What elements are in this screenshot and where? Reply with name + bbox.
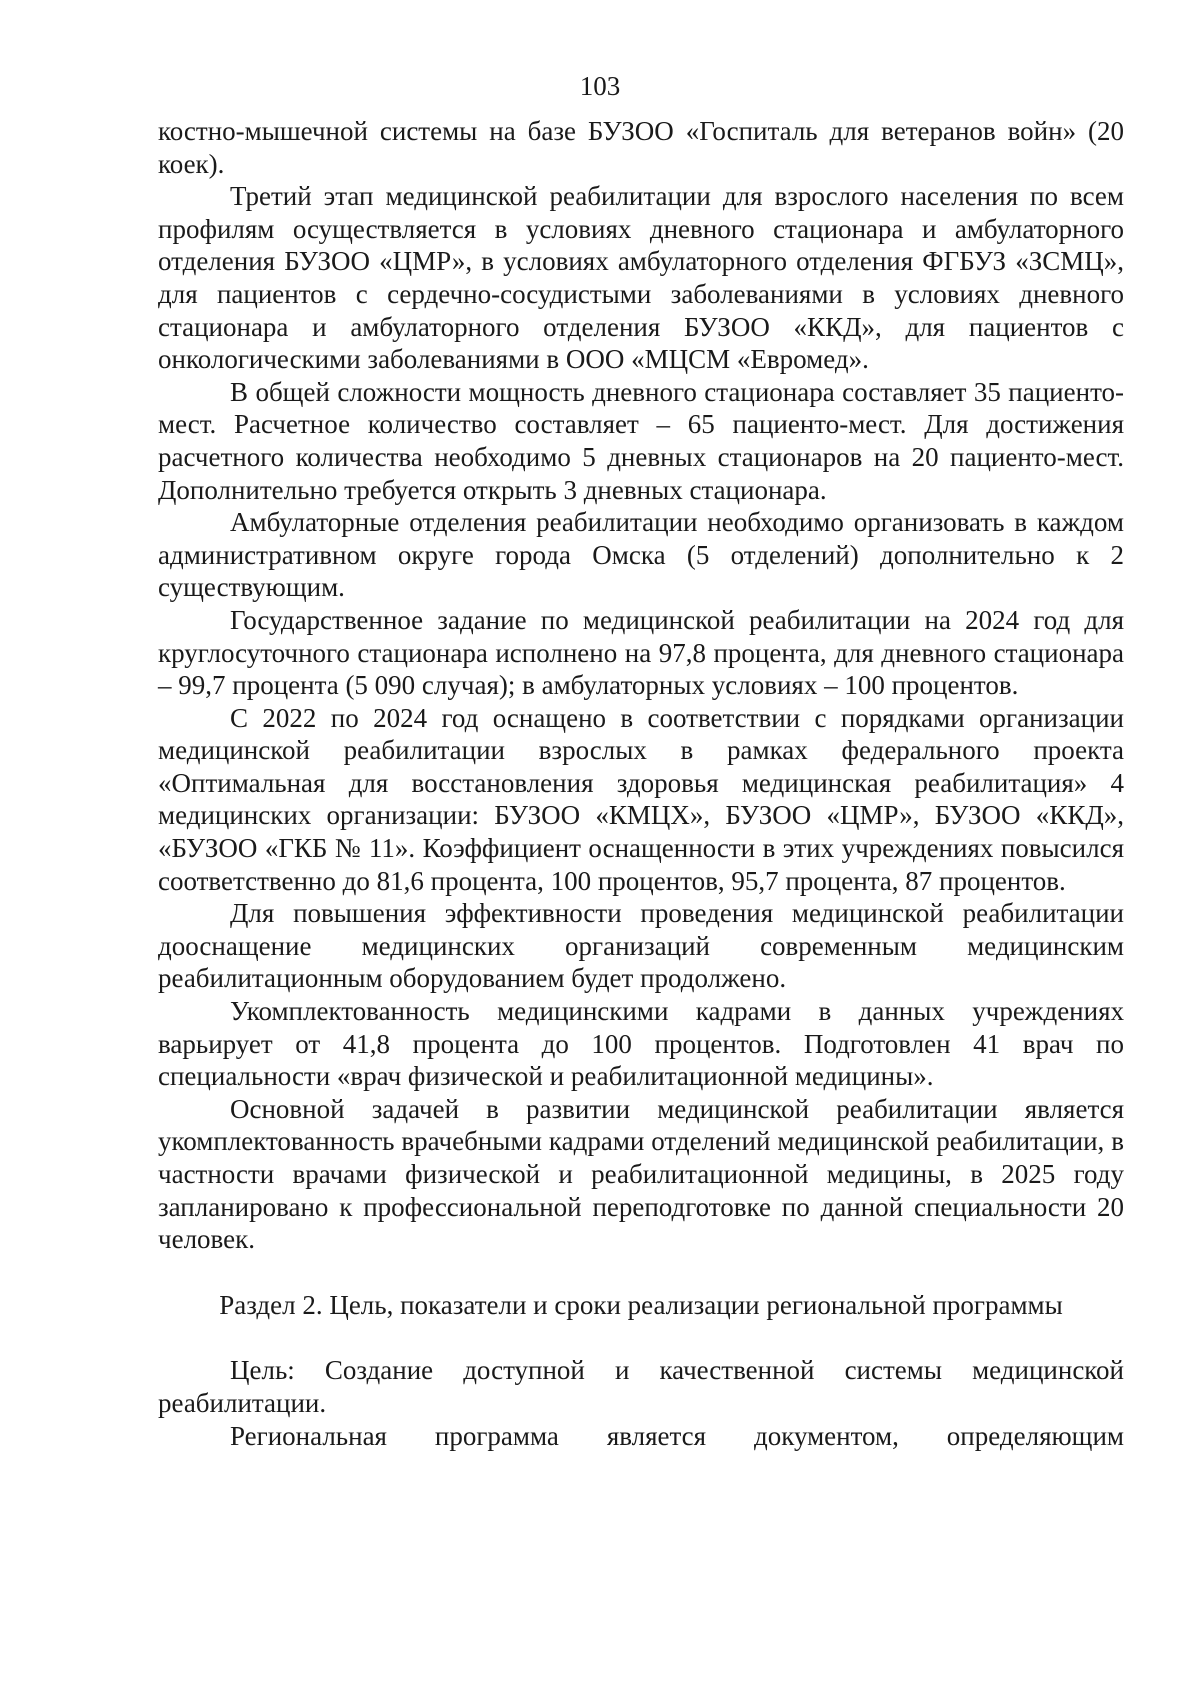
paragraph-third-stage: Третий этап медицинской реабилитации для взрослого населения по всем профилям осуществляется в условиях дневного стационара и амбулаторного отделения БУЗОО «ЦМР», в условиях амбулаторного отделения ФГБУЗ «ЗСМЦ», для пациентов с сердечно-сосудистыми заболеваниями в условиях дневного стационара и амбулаторного отделения БУЗОО «ККД», для пациентов с онкологическими заболеваниями в ООО «МЦСМ «Евромед». <box>158 181 1124 375</box>
section-heading: Раздел 2. Цель, показатели и сроки реализации региональной программы <box>219 1289 1063 1320</box>
paragraph-equipment-2022-2024: С 2022 по 2024 год оснащено в соответствии с порядками организации медицинской реабилитации взрослых в рамках федерального проекта «Оптимальная для восстановления здоровья медицинская реабилитация» 4 медицинских организации: БУЗОО «КМЦХ», БУЗОО «ЦМР», БУЗОО «ККД», «БУЗОО «ГКБ № 11». Коэффициент оснащенности в этих учреждениях повысился соответственно до 81,6 процента, 100 процентов, 95,7 процента, 87 процентов. <box>158 702 1124 896</box>
paragraph-day-hospital-capacity: В общей сложности мощность дневного стационара составляет 35 пациенто-мест. Расчетное количество составляет – 65 пациенто-мест. Для достижения расчетного количества необходимо 5 дневных стационаров на 20 пациенто-мест. Дополнительно требуется открыть 3 дневных стационара. <box>158 376 1124 505</box>
paragraph-outpatient-departments: Амбулаторные отделения реабилитации необходимо организовать в каждом административном округе города Омска (5 отделений) дополнительно к 2 существующим. <box>158 507 1124 603</box>
paragraph-equipment-continuation: Для повышения эффективности проведения медицинской реабилитации дооснащение медицинских организаций современным медицинским реабилитационным оборудованием будет продолжено. <box>158 898 1124 994</box>
paragraph-main-task: Основной задачей в развитии медицинской реабилитации является укомплектованность врачебными кадрами отделений медицинской реабилитации, в частности врачами физической и реабилитационной медицины, в 2025 году запланировано к профессиональной переподготовке по данной специальности 20 человек. <box>158 1093 1124 1255</box>
document-body <box>158 115 1124 1452</box>
paragraph-continuation: костно-мышечной системы на базе БУЗОО «Госпиталь для ветеранов войн» (20 коек). <box>158 116 1124 179</box>
page-number: 103 <box>579 71 621 101</box>
paragraph-staffing: Укомплектованность медицинскими кадрами в данных учреждениях варьирует от 41,8 процента до 100 процентов. Подготовлен 41 врач по специальности «врач физической и реабилитационной медицины». <box>158 996 1124 1092</box>
paragraph-goal: Цель: Создание доступной и качественной системы медицинской реабилитации. <box>158 1355 1124 1418</box>
paragraph-state-assignment: Государственное задание по медицинской реабилитации на 2024 год для круглосуточного стационара исполнено на 97,8 процента, для дневного стационара – 99,7 процента (5 090 случая); в амбулаторных условиях – 100 процентов. <box>158 604 1124 701</box>
paragraph-regional-program: Региональная программа является документом, определяющим <box>230 1420 1124 1451</box>
